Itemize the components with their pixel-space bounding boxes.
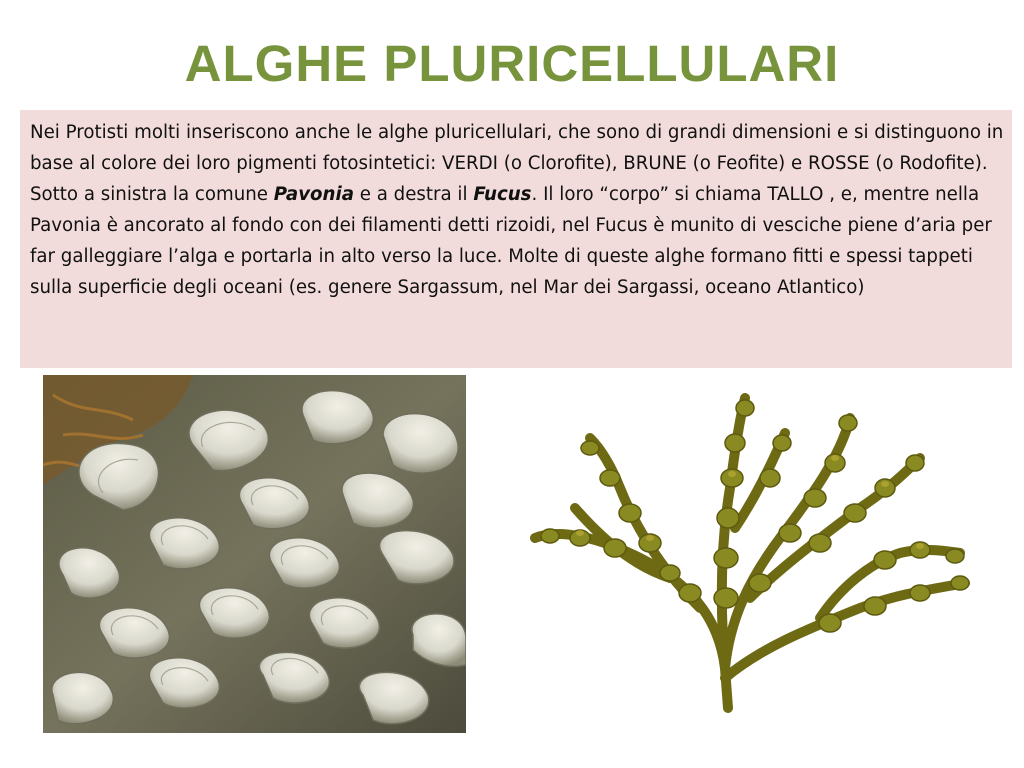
pavonia-photo	[43, 375, 466, 733]
paragraph-detail-part-b: e a destra il	[354, 184, 474, 205]
fucus-photo	[520, 378, 980, 718]
fucus-illustration	[520, 378, 980, 718]
term-pavonia: Pavonia	[273, 184, 354, 205]
term-fucus: Fucus	[473, 184, 532, 205]
paragraph-detail-part-c: . Il loro “corpo” si chiama TALLO , e, mentre nella Pavonia è ancorato al fondo con dei filamenti detti rizoidi, nel Fucus è munito di vesciche piene d’aria per far galleggiare l’alga e portarla in alto verso la luce. Molte di queste alghe formano fitti e spessi tappeti sulla superficie degli oceani (es. genere Sargassum, nel Mar dei Sargassi, oceano Atlantico)	[30, 184, 992, 298]
pavonia-illustration	[43, 375, 466, 733]
paragraph-intro: Nei Protisti molti inseriscono anche le alghe pluricellulari, che sono di grandi dimensioni e si distinguono in base al colore dei loro pigmenti fotosintetici: VERDI (o Clorofite), BRUNE (o Feofite) e ROSSE (o Rodofite).	[30, 122, 1004, 174]
paragraph-detail-part-a: Sotto a sinistra la comune	[30, 184, 274, 205]
paragraph-detail	[30, 179, 1006, 303]
description-textbox	[20, 110, 1012, 368]
slide-title: ALGHE PLURICELLULARI	[184, 35, 840, 92]
